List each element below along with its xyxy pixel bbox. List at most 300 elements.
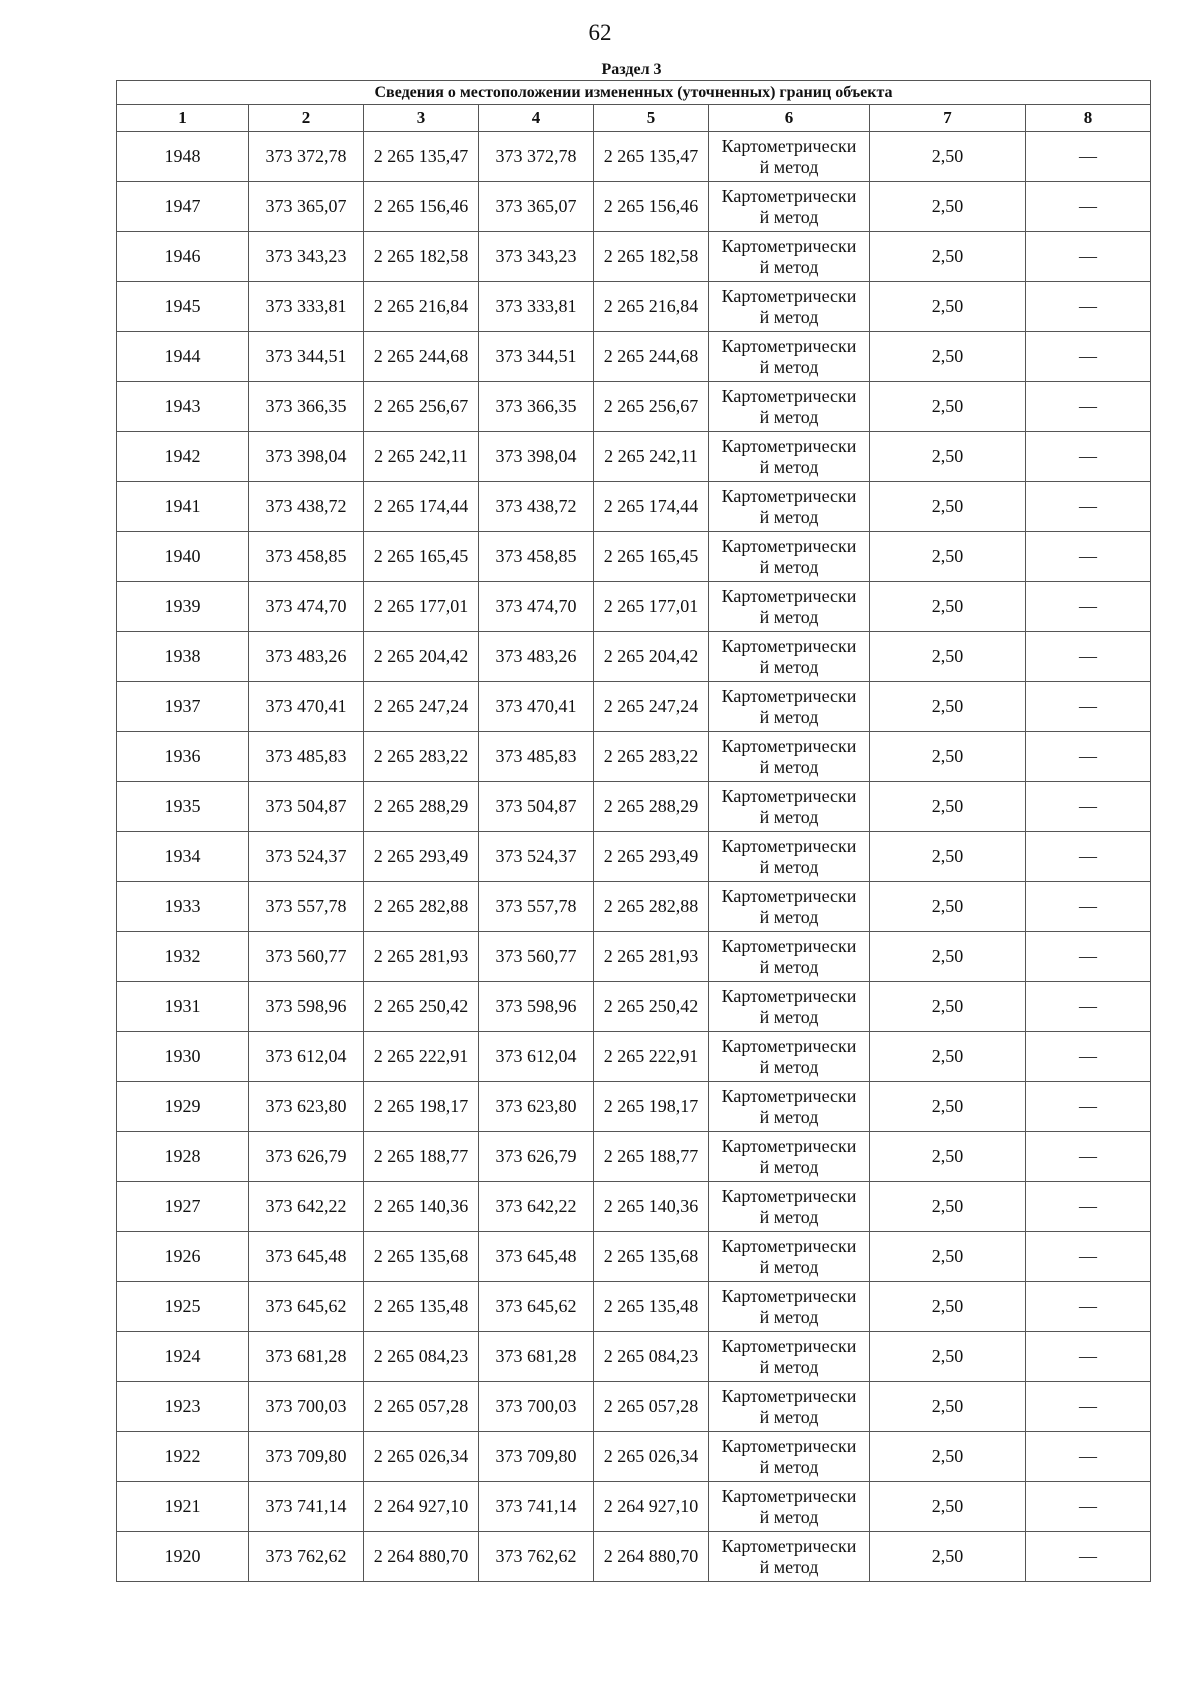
- table-row: [117, 732, 1151, 782]
- method-cell: [709, 732, 870, 782]
- point-number-cell: 1946: [117, 232, 249, 282]
- note-cell: —: [1026, 732, 1151, 782]
- note-cell: —: [1026, 682, 1151, 732]
- note-cell: —: [1026, 132, 1151, 182]
- accuracy-cell: 2,50: [870, 582, 1026, 632]
- note-cell: —: [1026, 1432, 1151, 1482]
- refined-y-cell: 2 265 242,11: [594, 432, 709, 482]
- method-cell: [709, 432, 870, 482]
- point-number-cell: 1938: [117, 632, 249, 682]
- existing-x-cell: 373 333,81: [249, 282, 364, 332]
- method-cell: [709, 782, 870, 832]
- point-number-cell: 1939: [117, 582, 249, 632]
- refined-y-cell: 2 265 140,36: [594, 1182, 709, 1232]
- method-line: й метод: [759, 906, 819, 927]
- refined-y-cell: 2 265 135,47: [594, 132, 709, 182]
- accuracy-cell: 2,50: [870, 1132, 1026, 1182]
- existing-x-cell: 373 645,48: [249, 1232, 364, 1282]
- boundary-coordinates-table: [116, 80, 1151, 1582]
- column-number: 7: [870, 105, 1026, 132]
- existing-x-cell: 373 626,79: [249, 1132, 364, 1182]
- note-cell: —: [1026, 1132, 1151, 1182]
- refined-x-cell: 373 344,51: [479, 332, 594, 382]
- existing-y-cell: 2 265 084,23: [364, 1332, 479, 1382]
- existing-y-cell: 2 265 281,93: [364, 932, 479, 982]
- method-cell: [709, 382, 870, 432]
- accuracy-cell: 2,50: [870, 1082, 1026, 1132]
- refined-y-cell: 2 265 135,68: [594, 1232, 709, 1282]
- note-cell: —: [1026, 932, 1151, 982]
- accuracy-cell: 2,50: [870, 282, 1026, 332]
- method-line: Картометрически: [721, 1135, 857, 1156]
- method-cell: [709, 182, 870, 232]
- existing-x-cell: 373 741,14: [249, 1482, 364, 1532]
- point-number-cell: 1942: [117, 432, 249, 482]
- existing-y-cell: 2 264 927,10: [364, 1482, 479, 1532]
- column-number: 5: [594, 105, 709, 132]
- method-cell: [709, 1332, 870, 1382]
- refined-x-cell: 373 333,81: [479, 282, 594, 332]
- method-cell: [709, 1182, 870, 1232]
- accuracy-cell: 2,50: [870, 482, 1026, 532]
- existing-x-cell: 373 762,62: [249, 1532, 364, 1582]
- method-line: Картометрически: [721, 1435, 857, 1456]
- method-cell: [709, 1132, 870, 1182]
- table-row: [117, 782, 1151, 832]
- method-line: й метод: [759, 1406, 819, 1427]
- existing-x-cell: 373 612,04: [249, 1032, 364, 1082]
- point-number-cell: 1920: [117, 1532, 249, 1582]
- refined-y-cell: 2 265 084,23: [594, 1332, 709, 1382]
- method-line: Картометрически: [721, 885, 857, 906]
- note-cell: —: [1026, 482, 1151, 532]
- existing-x-cell: 373 524,37: [249, 832, 364, 882]
- refined-x-cell: 373 524,37: [479, 832, 594, 882]
- existing-y-cell: 2 265 283,22: [364, 732, 479, 782]
- existing-y-cell: 2 265 174,44: [364, 482, 479, 532]
- existing-x-cell: 373 645,62: [249, 1282, 364, 1332]
- refined-y-cell: 2 264 880,70: [594, 1532, 709, 1582]
- refined-x-cell: 373 365,07: [479, 182, 594, 232]
- point-number-cell: 1940: [117, 532, 249, 582]
- method-line: й метод: [759, 256, 819, 277]
- existing-y-cell: 2 265 293,49: [364, 832, 479, 882]
- table-row: [117, 1182, 1151, 1232]
- note-cell: —: [1026, 782, 1151, 832]
- method-line: Картометрически: [721, 1085, 857, 1106]
- accuracy-cell: 2,50: [870, 382, 1026, 432]
- table-row: [117, 582, 1151, 632]
- table-row: [117, 182, 1151, 232]
- existing-y-cell: 2 265 135,48: [364, 1282, 479, 1332]
- point-number-cell: 1924: [117, 1332, 249, 1382]
- note-cell: —: [1026, 1282, 1151, 1332]
- note-cell: —: [1026, 1382, 1151, 1432]
- accuracy-cell: 2,50: [870, 732, 1026, 782]
- method-cell: [709, 532, 870, 582]
- table-row: [117, 1132, 1151, 1182]
- method-line: й метод: [759, 356, 819, 377]
- refined-y-cell: 2 265 244,68: [594, 332, 709, 382]
- existing-y-cell: 2 265 188,77: [364, 1132, 479, 1182]
- refined-y-cell: 2 265 177,01: [594, 582, 709, 632]
- accuracy-cell: 2,50: [870, 1332, 1026, 1382]
- table-row: [117, 982, 1151, 1032]
- method-line: й метод: [759, 1456, 819, 1477]
- refined-y-cell: 2 265 174,44: [594, 482, 709, 532]
- refined-x-cell: 373 504,87: [479, 782, 594, 832]
- method-cell: [709, 932, 870, 982]
- note-cell: —: [1026, 332, 1151, 382]
- method-line: Картометрически: [721, 835, 857, 856]
- method-line: й метод: [759, 456, 819, 477]
- table-row: [117, 1032, 1151, 1082]
- existing-y-cell: 2 265 244,68: [364, 332, 479, 382]
- refined-x-cell: 373 626,79: [479, 1132, 594, 1182]
- point-number-cell: 1922: [117, 1432, 249, 1482]
- method-line: Картометрически: [721, 1485, 857, 1506]
- point-number-cell: 1943: [117, 382, 249, 432]
- existing-x-cell: 373 485,83: [249, 732, 364, 782]
- existing-x-cell: 373 642,22: [249, 1182, 364, 1232]
- method-line: й метод: [759, 1106, 819, 1127]
- existing-x-cell: 373 343,23: [249, 232, 364, 282]
- method-line: й метод: [759, 1056, 819, 1077]
- refined-y-cell: 2 265 256,67: [594, 382, 709, 432]
- table-row: [117, 382, 1151, 432]
- accuracy-cell: 2,50: [870, 232, 1026, 282]
- existing-x-cell: 373 504,87: [249, 782, 364, 832]
- existing-x-cell: 373 560,77: [249, 932, 364, 982]
- table-row: [117, 1382, 1151, 1432]
- existing-y-cell: 2 265 182,58: [364, 232, 479, 282]
- table-row: [117, 282, 1151, 332]
- point-number-cell: 1926: [117, 1232, 249, 1282]
- method-cell: [709, 282, 870, 332]
- method-line: Картометрически: [721, 1385, 857, 1406]
- table-row: [117, 1082, 1151, 1132]
- note-cell: —: [1026, 1332, 1151, 1382]
- existing-y-cell: 2 265 242,11: [364, 432, 479, 482]
- method-cell: [709, 832, 870, 882]
- accuracy-cell: 2,50: [870, 182, 1026, 232]
- existing-x-cell: 373 483,26: [249, 632, 364, 682]
- note-cell: —: [1026, 282, 1151, 332]
- method-line: й метод: [759, 856, 819, 877]
- existing-x-cell: 373 398,04: [249, 432, 364, 482]
- accuracy-cell: 2,50: [870, 1432, 1026, 1482]
- method-line: й метод: [759, 1556, 819, 1577]
- note-cell: —: [1026, 982, 1151, 1032]
- point-number-cell: 1948: [117, 132, 249, 182]
- point-number-cell: 1945: [117, 282, 249, 332]
- existing-x-cell: 373 700,03: [249, 1382, 364, 1432]
- method-line: Картометрически: [721, 535, 857, 556]
- existing-y-cell: 2 265 135,47: [364, 132, 479, 182]
- method-cell: [709, 232, 870, 282]
- method-line: Картометрически: [721, 935, 857, 956]
- existing-x-cell: 373 474,70: [249, 582, 364, 632]
- note-cell: —: [1026, 832, 1151, 882]
- method-line: Картометрически: [721, 135, 857, 156]
- accuracy-cell: 2,50: [870, 832, 1026, 882]
- point-number-cell: 1927: [117, 1182, 249, 1232]
- existing-x-cell: 373 709,80: [249, 1432, 364, 1482]
- existing-x-cell: 373 438,72: [249, 482, 364, 532]
- refined-x-cell: 373 372,78: [479, 132, 594, 182]
- refined-y-cell: 2 265 216,84: [594, 282, 709, 332]
- accuracy-cell: 2,50: [870, 1282, 1026, 1332]
- method-line: й метод: [759, 1506, 819, 1527]
- refined-y-cell: 2 265 222,91: [594, 1032, 709, 1082]
- method-line: Картометрически: [721, 785, 857, 806]
- column-number: 8: [1026, 105, 1151, 132]
- point-number-cell: 1928: [117, 1132, 249, 1182]
- method-line: й метод: [759, 556, 819, 577]
- existing-y-cell: 2 265 204,42: [364, 632, 479, 682]
- point-number-cell: 1936: [117, 732, 249, 782]
- table-row: [117, 1432, 1151, 1482]
- table-row: [117, 882, 1151, 932]
- existing-y-cell: 2 265 198,17: [364, 1082, 479, 1132]
- point-number-cell: 1935: [117, 782, 249, 832]
- refined-y-cell: 2 265 156,46: [594, 182, 709, 232]
- method-cell: [709, 1232, 870, 1282]
- existing-y-cell: 2 265 247,24: [364, 682, 479, 732]
- accuracy-cell: 2,50: [870, 1182, 1026, 1232]
- method-line: Картометрически: [721, 635, 857, 656]
- refined-x-cell: 373 612,04: [479, 1032, 594, 1082]
- accuracy-cell: 2,50: [870, 632, 1026, 682]
- page-number: 62: [588, 20, 612, 45]
- table-body: [117, 132, 1151, 1582]
- method-cell: [709, 1432, 870, 1482]
- method-cell: [709, 882, 870, 932]
- table-row: [117, 532, 1151, 582]
- method-line: Картометрически: [721, 1235, 857, 1256]
- refined-x-cell: 373 623,80: [479, 1082, 594, 1132]
- table-row: [117, 682, 1151, 732]
- method-line: й метод: [759, 306, 819, 327]
- column-number: 2: [249, 105, 364, 132]
- refined-x-cell: 373 645,62: [479, 1282, 594, 1332]
- accuracy-cell: 2,50: [870, 782, 1026, 832]
- refined-x-cell: 373 645,48: [479, 1232, 594, 1282]
- method-line: Картометрически: [721, 235, 857, 256]
- table-row: [117, 1332, 1151, 1382]
- existing-x-cell: 373 372,78: [249, 132, 364, 182]
- table-row: [117, 1482, 1151, 1532]
- accuracy-cell: 2,50: [870, 1232, 1026, 1282]
- method-line: Картометрически: [721, 585, 857, 606]
- method-cell: [709, 632, 870, 682]
- refined-x-cell: 373 470,41: [479, 682, 594, 732]
- existing-y-cell: 2 265 165,45: [364, 532, 479, 582]
- accuracy-cell: 2,50: [870, 682, 1026, 732]
- accuracy-cell: 2,50: [870, 532, 1026, 582]
- note-cell: —: [1026, 1182, 1151, 1232]
- point-number-cell: 1932: [117, 932, 249, 982]
- note-cell: —: [1026, 1482, 1151, 1532]
- method-line: Картометрически: [721, 685, 857, 706]
- refined-y-cell: 2 265 250,42: [594, 982, 709, 1032]
- table-row: [117, 1232, 1151, 1282]
- refined-x-cell: 373 642,22: [479, 1182, 594, 1232]
- method-cell: [709, 1382, 870, 1432]
- refined-x-cell: 373 474,70: [479, 582, 594, 632]
- note-cell: —: [1026, 1532, 1151, 1582]
- point-number-cell: 1941: [117, 482, 249, 532]
- existing-y-cell: 2 265 057,28: [364, 1382, 479, 1432]
- method-line: Картометрически: [721, 1535, 857, 1556]
- table-row: [117, 332, 1151, 382]
- point-number-cell: 1947: [117, 182, 249, 232]
- existing-y-cell: 2 265 282,88: [364, 882, 479, 932]
- point-number-cell: 1923: [117, 1382, 249, 1432]
- method-line: Картометрически: [721, 1185, 857, 1206]
- column-number: 1: [117, 105, 249, 132]
- refined-y-cell: 2 265 188,77: [594, 1132, 709, 1182]
- refined-y-cell: 2 265 293,49: [594, 832, 709, 882]
- table-caption: Сведения о местоположении измененных (уточненных) границ объекта: [117, 81, 1151, 105]
- refined-x-cell: 373 560,77: [479, 932, 594, 982]
- existing-x-cell: 373 344,51: [249, 332, 364, 382]
- existing-y-cell: 2 264 880,70: [364, 1532, 479, 1582]
- point-number-cell: 1921: [117, 1482, 249, 1532]
- note-cell: —: [1026, 882, 1151, 932]
- existing-x-cell: 373 366,35: [249, 382, 364, 432]
- note-cell: —: [1026, 232, 1151, 282]
- existing-x-cell: 373 598,96: [249, 982, 364, 1032]
- method-line: й метод: [759, 406, 819, 427]
- accuracy-cell: 2,50: [870, 1482, 1026, 1532]
- method-line: й метод: [759, 1006, 819, 1027]
- existing-x-cell: 373 681,28: [249, 1332, 364, 1382]
- refined-y-cell: 2 265 165,45: [594, 532, 709, 582]
- column-number: 4: [479, 105, 594, 132]
- method-line: Картометрически: [721, 1335, 857, 1356]
- refined-y-cell: 2 265 283,22: [594, 732, 709, 782]
- note-cell: —: [1026, 632, 1151, 682]
- accuracy-cell: 2,50: [870, 1382, 1026, 1432]
- refined-x-cell: 373 366,35: [479, 382, 594, 432]
- existing-y-cell: 2 265 156,46: [364, 182, 479, 232]
- method-cell: [709, 1482, 870, 1532]
- refined-y-cell: 2 265 198,17: [594, 1082, 709, 1132]
- method-line: й метод: [759, 656, 819, 677]
- method-line: й метод: [759, 156, 819, 177]
- refined-y-cell: 2 265 281,93: [594, 932, 709, 982]
- method-line: й метод: [759, 956, 819, 977]
- existing-y-cell: 2 265 222,91: [364, 1032, 479, 1082]
- method-line: Картометрически: [721, 285, 857, 306]
- refined-x-cell: 373 709,80: [479, 1432, 594, 1482]
- method-line: Картометрически: [721, 335, 857, 356]
- point-number-cell: 1929: [117, 1082, 249, 1132]
- refined-x-cell: 373 700,03: [479, 1382, 594, 1432]
- method-cell: [709, 1532, 870, 1582]
- note-cell: —: [1026, 182, 1151, 232]
- section-title: Раздел 3: [601, 61, 662, 78]
- method-line: й метод: [759, 706, 819, 727]
- method-cell: [709, 582, 870, 632]
- refined-x-cell: 373 398,04: [479, 432, 594, 482]
- method-line: Картометрически: [721, 185, 857, 206]
- point-number-cell: 1931: [117, 982, 249, 1032]
- existing-y-cell: 2 265 216,84: [364, 282, 479, 332]
- point-number-cell: 1934: [117, 832, 249, 882]
- refined-x-cell: 373 681,28: [479, 1332, 594, 1382]
- method-line: й метод: [759, 756, 819, 777]
- method-line: Картометрически: [721, 1285, 857, 1306]
- existing-x-cell: 373 470,41: [249, 682, 364, 732]
- method-cell: [709, 682, 870, 732]
- method-line: Картометрически: [721, 735, 857, 756]
- existing-x-cell: 373 557,78: [249, 882, 364, 932]
- table-row: [117, 932, 1151, 982]
- accuracy-cell: 2,50: [870, 982, 1026, 1032]
- method-line: Картометрически: [721, 485, 857, 506]
- method-cell: [709, 982, 870, 1032]
- existing-x-cell: 373 458,85: [249, 532, 364, 582]
- table-row: [117, 482, 1151, 532]
- refined-x-cell: 373 343,23: [479, 232, 594, 282]
- table-row: [117, 832, 1151, 882]
- existing-y-cell: 2 265 135,68: [364, 1232, 479, 1282]
- refined-x-cell: 373 762,62: [479, 1532, 594, 1582]
- existing-y-cell: 2 265 026,34: [364, 1432, 479, 1482]
- refined-y-cell: 2 265 282,88: [594, 882, 709, 932]
- method-cell: [709, 332, 870, 382]
- refined-y-cell: 2 265 182,58: [594, 232, 709, 282]
- table-row: [117, 632, 1151, 682]
- table-row: [117, 432, 1151, 482]
- refined-y-cell: 2 265 026,34: [594, 1432, 709, 1482]
- existing-y-cell: 2 265 288,29: [364, 782, 479, 832]
- method-line: й метод: [759, 606, 819, 627]
- accuracy-cell: 2,50: [870, 932, 1026, 982]
- method-line: Картометрически: [721, 1035, 857, 1056]
- refined-y-cell: 2 265 288,29: [594, 782, 709, 832]
- method-cell: [709, 482, 870, 532]
- existing-y-cell: 2 265 177,01: [364, 582, 479, 632]
- existing-y-cell: 2 265 140,36: [364, 1182, 479, 1232]
- method-cell: [709, 1032, 870, 1082]
- point-number-cell: 1925: [117, 1282, 249, 1332]
- method-line: й метод: [759, 1306, 819, 1327]
- refined-x-cell: 373 458,85: [479, 532, 594, 582]
- refined-x-cell: 373 485,83: [479, 732, 594, 782]
- method-line: Картометрически: [721, 435, 857, 456]
- note-cell: —: [1026, 432, 1151, 482]
- refined-x-cell: 373 741,14: [479, 1482, 594, 1532]
- table-row: [117, 1532, 1151, 1582]
- table-row: [117, 232, 1151, 282]
- existing-y-cell: 2 265 256,67: [364, 382, 479, 432]
- method-line: й метод: [759, 506, 819, 527]
- accuracy-cell: 2,50: [870, 132, 1026, 182]
- existing-x-cell: 373 365,07: [249, 182, 364, 232]
- method-line: й метод: [759, 1356, 819, 1377]
- column-number: 3: [364, 105, 479, 132]
- note-cell: —: [1026, 1032, 1151, 1082]
- accuracy-cell: 2,50: [870, 882, 1026, 932]
- method-line: й метод: [759, 1156, 819, 1177]
- point-number-cell: 1933: [117, 882, 249, 932]
- point-number-cell: 1937: [117, 682, 249, 732]
- point-number-cell: 1944: [117, 332, 249, 382]
- existing-y-cell: 2 265 250,42: [364, 982, 479, 1032]
